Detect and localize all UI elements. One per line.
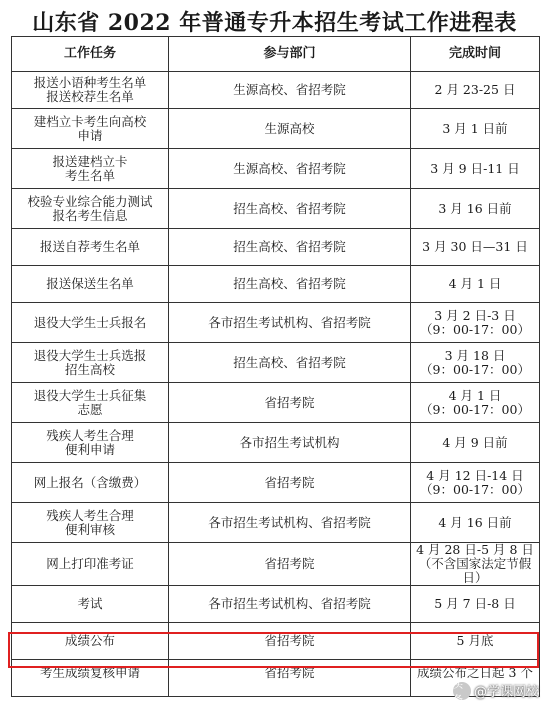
time-cell [411,229,540,266]
dept-cell-line: 省招考院 [264,633,315,648]
time-cell-line: 4 月 28 日-5 月 8 日 [416,542,534,557]
watermark [452,679,539,706]
time-cell-line: （9：00-17：00） [420,321,530,337]
dept-cell-line: 各市招生考试机构、省招考院 [208,596,371,611]
toutiao-logo-icon: 头条 [453,682,471,700]
time-cell-line: 3 月 16 日前 [438,200,512,216]
table-row [12,503,540,543]
time-cell [411,109,540,149]
header-row [12,37,540,72]
dept-cell-line: 省招考院 [264,474,315,490]
task-cell [12,463,169,503]
page-title: 山东省 2022 年普通专升本招生考试工作进程表 [32,10,517,36]
task-cell [12,586,169,623]
header-time: 完成时间 [411,37,540,72]
dept-cell-line: 招生高校、省招考院 [233,276,346,291]
time-cell-line: 3 月 30 日—31 日 [422,239,528,254]
dept-cell [169,109,411,149]
dept-cell-line: 各市招生考试机构、省招考院 [208,314,371,330]
dept-cell-line: 省招考院 [264,556,315,571]
task-cell-line: 退役大学生士兵选报 [33,347,147,363]
dept-cell-line: 省招考院 [264,394,315,410]
time-cell-line: （不含国家法定节假 [418,556,532,571]
time-cell-line: 3 月 2 日-3 日 [434,307,516,323]
task-cell-line: 残疾人考生合理 [46,427,134,443]
task-cell [12,189,169,229]
dept-cell [169,266,411,303]
time-cell-line: 3 月 9 日-11 日 [430,160,520,176]
dept-cell [169,463,411,503]
table-row [12,189,540,229]
task-cell-line: 退役大学生士兵报名 [33,314,147,330]
table-row [12,229,540,266]
task-cell [12,383,169,423]
dept-cell-line: 生源高校 [264,120,315,136]
time-cell [411,463,540,503]
dept-cell-line: 生源高校、省招考院 [233,82,346,97]
table-row [12,343,540,383]
time-cell-line: （9：00-17：00） [420,401,530,417]
task-cell [12,109,169,149]
task-cell [12,343,169,383]
dept-cell-line: 省招考院 [264,665,315,680]
time-cell-line: 成绩公布之日起 3 个 [417,665,533,680]
table-row [12,543,540,586]
table-row [12,623,540,660]
time-cell-line: 5 月 7 日-8 日 [434,596,516,611]
table-row [12,463,540,503]
time-cell [411,543,540,586]
task-cell-line: 网上报名（含缴费） [33,474,147,490]
task-cell-line: 残疾人考生合理 [46,507,134,523]
header-task: 工作任务 [12,37,169,72]
task-cell-line: 便利申请 [64,441,115,457]
table-row [12,266,540,303]
task-cell-line: 便利审核 [64,521,115,537]
table-row [12,383,540,423]
time-cell [411,189,540,229]
time-cell [411,586,540,623]
task-cell [12,149,169,189]
schedule-table [11,36,540,697]
time-cell [411,623,540,660]
dept-cell [169,229,411,266]
task-cell-line: 报送保送生名单 [46,276,134,291]
task-cell-line: 校验专业综合能力测试 [27,193,153,209]
time-cell-line: 日） [462,570,488,585]
table-row [12,423,540,463]
dept-cell [169,303,411,343]
dept-cell-line: 招生高校、省招考院 [233,200,346,216]
table-row [12,149,540,189]
task-cell-line: 申请 [77,127,103,143]
task-cell [12,72,169,109]
dept-cell [169,586,411,623]
time-cell-line: 4 月 9 日前 [442,434,508,450]
task-cell [12,423,169,463]
table-row [12,72,540,109]
dept-cell [169,72,411,109]
task-cell-line: 建档立卡考生向高校 [33,113,147,129]
task-cell-line: 考试 [77,596,103,611]
dept-cell [169,423,411,463]
task-cell-line: 网上打印准考证 [46,556,134,571]
dept-cell [169,623,411,660]
time-cell [411,343,540,383]
watermark-text: @学课网校 [473,685,539,700]
task-cell-line: 退役大学生士兵征集 [33,387,147,403]
task-cell-line: 考生成绩复核申请 [39,665,140,680]
table-row [12,109,540,149]
time-cell-line: 4 月 1 日 [448,276,502,291]
task-cell-line: 报名考生信息 [52,207,128,223]
task-cell-line: 考生名单 [64,167,115,183]
time-cell-line: 2 月 23-25 日 [434,82,516,97]
task-cell-line: 报送自荐考生名单 [39,239,140,254]
time-cell-line: 4 月 16 日前 [438,514,512,530]
dept-cell [169,543,411,586]
table-row [12,303,540,343]
table-row [12,586,540,623]
time-cell-line: （9：00-17：00） [420,361,530,377]
task-cell [12,266,169,303]
task-cell-line: 报送校荐生名单 [46,89,134,104]
task-cell [12,303,169,343]
dept-cell [169,149,411,189]
time-cell [411,149,540,189]
time-cell [411,503,540,543]
time-cell [411,266,540,303]
time-cell-line: 3 月 18 日 [444,347,506,363]
task-cell-line: 成绩公布 [64,633,115,648]
dept-cell [169,343,411,383]
dept-cell [169,189,411,229]
task-cell-line: 志愿 [77,401,103,417]
task-cell [12,229,169,266]
time-cell [411,423,540,463]
time-cell-line: 5 月底 [456,633,494,648]
time-cell [411,303,540,343]
task-cell-line: 报送小语种考生名单 [33,75,147,90]
task-cell [12,660,169,697]
time-cell-line: 4 月 1 日 [448,387,502,403]
dept-cell-line: 招生高校、省招考院 [233,354,346,370]
task-cell-line: 报送建档立卡 [52,153,128,169]
dept-cell [169,503,411,543]
dept-cell-line: 各市招生考试机构 [239,434,340,450]
task-cell [12,623,169,660]
dept-cell [169,660,411,697]
time-cell-line: 4 月 12 日-14 日 [426,467,524,483]
task-cell [12,543,169,586]
time-cell-line: 3 月 1 日前 [442,120,508,136]
dept-cell [169,383,411,423]
task-cell [12,503,169,543]
time-cell-line: （9：00-17：00） [420,481,530,497]
time-cell [411,383,540,423]
task-cell-line: 招生高校 [64,361,115,377]
dept-cell-line: 生源高校、省招考院 [233,160,346,176]
dept-cell-line: 招生高校、省招考院 [233,239,346,254]
dept-cell-line: 各市招生考试机构、省招考院 [208,514,371,530]
time-cell [411,72,540,109]
header-dept: 参与部门 [169,37,411,72]
